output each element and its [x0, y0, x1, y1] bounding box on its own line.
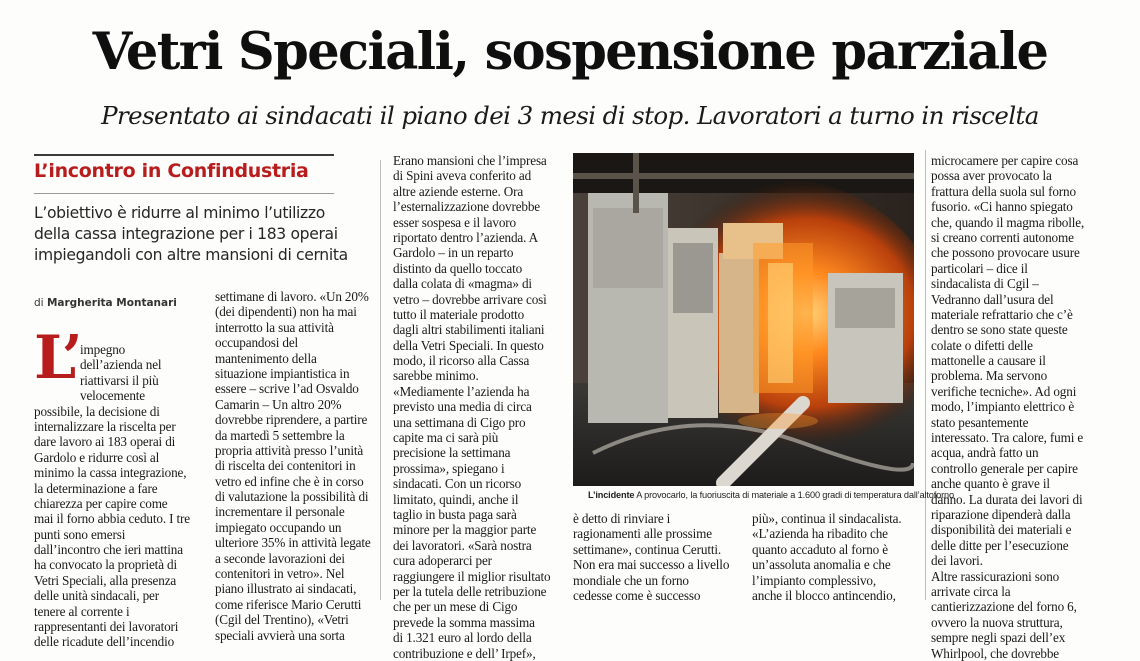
body-text-line: di riscelta dei contenitori in — [215, 458, 356, 474]
photo-caption — [588, 490, 954, 500]
body-text-line: l’impianto complessivo, — [752, 572, 877, 588]
body-text-line: controllo generale per capire — [931, 460, 1078, 476]
byline-prefix: di — [34, 297, 44, 309]
body-text-line: da martedì 5 settembre la — [215, 427, 345, 443]
body-column-6 — [931, 153, 1084, 661]
body-text-line: speciali avvierà una sorta — [215, 627, 345, 643]
body-text-line: dell’azienda nel — [80, 357, 162, 373]
caption-label: L’incidente — [588, 490, 635, 500]
body-text-line: ha convocato la proprietà di — [34, 557, 178, 573]
body-text-line: mantenimento della — [215, 350, 317, 366]
body-text-line: esser sospesa e il lavoro — [393, 214, 516, 230]
body-text-line: situazione impiantistica in — [215, 365, 350, 381]
column-separator — [380, 160, 381, 600]
body-text-line: settimane», continua Cerutti. — [573, 541, 722, 557]
body-column-3 — [393, 153, 550, 661]
body-text-line: quanto accaduto al forno è — [752, 541, 888, 557]
body-text-line: sarebbe minimo. — [393, 368, 479, 384]
body-text-line: delle unità sindacali, per — [34, 588, 159, 604]
body-text-line: è detto di rinviare i — [573, 511, 671, 526]
body-text-line: mondiale che un forno — [573, 572, 689, 588]
deck-line: della cassa integrazione per i 183 operai — [34, 225, 338, 243]
body-text-line: arrivate circa la — [931, 583, 1011, 599]
body-text-line: della Vetri Speciali. In questo — [393, 337, 544, 353]
body-text-line: la determinazione a fare — [34, 480, 158, 496]
body-text-line: fusorio. «Ci hanno spiegato — [931, 199, 1073, 215]
column-separator — [925, 150, 926, 600]
body-text-line: incrementare il personale — [215, 504, 345, 520]
body-text-line: che possono provocare usure — [931, 245, 1080, 261]
body-text-line: chiarezza per capire come — [34, 495, 168, 511]
body-text-line: disponibilità dei materiali e — [931, 522, 1072, 538]
deck-line: impiegandoli con altre mansioni di cernita — [34, 246, 348, 264]
body-text-line: interessato. Tra calore, fumi e — [931, 430, 1084, 446]
body-text-line: velocemente — [80, 388, 145, 404]
body-text-line: delle ditte per l’esecuzione — [931, 537, 1069, 553]
caption-text: A provocarlo, la fuoriuscita di materiale a 1.600 gradi di temperatura dall’altoforno — [636, 490, 954, 500]
body-text-line: di 1.321 euro al lordo della — [393, 630, 532, 646]
body-text-line: dall’incontro che ieri mattina — [34, 542, 183, 558]
body-text-line: che, quando il magma ribolle, — [931, 214, 1085, 230]
body-text-line: stato pesantemente — [931, 414, 1029, 430]
body-text-line: piano illustrato ai sindacati, — [215, 581, 357, 597]
body-text-line: impiegato occupando un — [215, 519, 342, 535]
body-text-line: anche il blocco antincendio, — [752, 587, 896, 603]
body-column-4 — [573, 511, 729, 603]
body-text-line: «Mediamente l’azienda ha — [393, 383, 530, 399]
kicker-top-rule — [34, 154, 334, 156]
body-text-line: acqua, andrà fatto un — [931, 445, 1039, 461]
body-text-line: frattura della suola sul forno — [931, 183, 1076, 199]
body-text-line: sindacati. Con un ricorso — [393, 476, 522, 492]
body-text-line: come riferisce Mario Cerutti — [215, 596, 362, 612]
body-text-line: cantierizzazione del forno 6, — [931, 599, 1077, 615]
body-text-line: di valutazione la possibilità di — [215, 489, 369, 505]
body-text-line: Vetri Speciali, alla presenza — [34, 572, 177, 588]
body-text-line: possibile, la decisione di — [34, 403, 160, 419]
body-text-line: limitato, quindi, anche il — [393, 491, 519, 507]
body-column-5 — [752, 511, 902, 603]
body-text-line: interrotto la sua attività — [215, 319, 334, 335]
body-text-line: impegno — [80, 342, 126, 357]
body-text-line: «L’azienda ha ribadito che — [752, 526, 888, 542]
body-text-line: sempre negli spazi dell’ex — [931, 630, 1066, 646]
body-text-line: mattonelle a causare il — [931, 353, 1046, 369]
body-text-line: dagli altri stabilimenti italiani — [393, 322, 545, 338]
body-text-line: Altre rassicurazioni sono — [931, 568, 1060, 584]
body-text-line: occupandosi del — [215, 335, 299, 351]
body-text-line: cura adoperarci per — [393, 553, 492, 569]
deck-line: L’obiettivo è ridurre al minimo l’utilizzo — [34, 204, 325, 222]
body-text-line: delle ricadute dell’incendio — [34, 634, 175, 650]
body-text-line: modo, il ricorso alla Cassa — [393, 353, 530, 369]
body-text-line: a seconde lavorazioni dei — [215, 550, 345, 566]
body-text-line: internalizzare la riscelta per — [34, 418, 176, 434]
byline-author: Margherita Montanari — [46, 297, 177, 309]
body-text-line: Gardolo e ridurre così al — [34, 449, 160, 465]
body-text-line: mai il forno abbia ceduto. I tre — [34, 511, 190, 527]
deck — [34, 203, 364, 266]
headline: Vetri Speciali, sospensione parziale — [92, 22, 1048, 82]
body-text-line: problema. Ma servono — [931, 368, 1048, 384]
body-text-line: distinto da quello toccato — [393, 260, 523, 276]
body-column-2 — [215, 289, 371, 643]
body-text-line: ulteriore 35% in attività legate — [215, 535, 371, 551]
body-text-line: dovrebbe riprendere, a partire — [215, 412, 368, 428]
body-text-line: minimo la cassa integrazione, — [34, 465, 187, 481]
body-text-line: precisione la settimana — [393, 445, 511, 461]
body-text-line: di Spini aveva conferito ad — [393, 168, 532, 184]
section-kicker: L’incontro in Confindustria — [34, 160, 309, 182]
body-text-line: vetro ed infine che è in corso — [215, 473, 364, 489]
body-text-line: dei lavoratori. «Sarà nostra — [393, 537, 532, 553]
body-text-line: rappresentanti dei lavoratori — [34, 619, 179, 635]
body-text-line: ragionamenti alle prossime — [573, 526, 712, 542]
dropcap: L’ — [34, 323, 83, 393]
body-text-line: si creano correnti autonome — [931, 229, 1074, 245]
body-text-line: danno. La durata dei lavori di — [931, 491, 1083, 507]
body-text-line: dei lavori. — [931, 553, 983, 569]
body-text-line: prossima», spiegano i — [393, 460, 505, 476]
body-text-line: settimane di lavoro. «Un 20% — [215, 289, 369, 304]
body-text-line: una settimana di Cigo pro — [393, 414, 526, 430]
body-text-line: Whirlpool, che dovrebbe — [931, 645, 1060, 661]
body-text-line: colate o difetti delle — [931, 337, 1033, 353]
body-text-line: riportato dentro l’azienda. A — [393, 229, 539, 245]
body-text-line: taglio in busta paga sarà — [393, 506, 517, 522]
body-text-line: anche quanto è grave il — [931, 476, 1050, 492]
body-text-line: Gardolo – in un reparto — [393, 245, 514, 261]
body-text-line: propria attività presso l’unità — [215, 442, 364, 458]
body-text-line: dentro se sono state queste — [931, 322, 1068, 338]
body-text-line: (Cgil del Trentino), «Vetri — [215, 612, 349, 628]
body-text-line: altre aziende esterne. Ora — [393, 183, 524, 199]
body-text-line: tenere al corrente i — [34, 603, 130, 619]
body-text-line: l’esternalizzazione dovrebbe — [393, 199, 541, 215]
body-column-1 — [34, 342, 190, 650]
body-text-line: che per un mese di Cigo — [393, 599, 518, 615]
body-text-line: vetro – dovrebbe arrivare così — [393, 291, 547, 307]
body-text-line: possa aver provocato la — [931, 168, 1052, 184]
body-text-line: essere – scrive l’ad Osvaldo — [215, 381, 359, 397]
body-text-line: capite ma ci sarà più — [393, 430, 499, 446]
kicker-bottom-rule — [34, 193, 334, 194]
body-text-line: sindacalista di Cgil – — [931, 276, 1039, 292]
body-text-line: ovvero la nuova struttura, — [931, 614, 1063, 630]
body-text-line: un’assoluta anomalia e che — [752, 557, 891, 573]
body-text-line: cedesse come è successo — [573, 587, 701, 603]
body-text-line: riparazione dipenderà dalla — [931, 506, 1071, 522]
body-text-line: punti sono emersi — [34, 526, 126, 542]
body-text-line: (dei dipendenti) non ha mai — [215, 304, 357, 320]
body-text-line: prevede la somma massima — [393, 614, 535, 630]
body-text-line: materiale refrattario che c’è — [931, 306, 1073, 322]
body-text-line: contribuzione e dell’ Irpef», — [393, 645, 536, 661]
body-text-line: raggiungere il miglior risultato — [393, 568, 551, 584]
body-text-line: contenitori in vetro». Nel — [215, 566, 345, 582]
body-text-line: particolari – dice il — [931, 260, 1028, 276]
body-text-line: riattivarsi il più — [80, 372, 159, 388]
incident-photo — [573, 153, 914, 486]
body-text-line: minore per la maggior parte — [393, 522, 537, 538]
body-text-line: tutto il materiale prodotto — [393, 306, 525, 322]
body-text-line: modo, l’impianto elettrico è — [931, 399, 1075, 415]
body-text-line: più», continua il sindacalista. — [752, 511, 902, 526]
body-text-line: Camarin – Un altro 20% — [215, 396, 342, 412]
body-text-line: microcamere per capire cosa — [931, 153, 1079, 168]
body-text-line: dalla colata di «magma» di — [393, 276, 532, 292]
byline — [34, 297, 177, 309]
body-text-line: previsto una media di circa — [393, 399, 532, 415]
body-text-line: Erano mansioni che l’impresa — [393, 153, 547, 168]
body-text-line: per la tutela delle retribuzione — [393, 583, 547, 599]
body-text-line: dare lavoro ai 183 operai di — [34, 434, 176, 450]
subheadline: Presentato ai sindacati il piano dei 3 mesi di stop. Lavoratori a turno in riscelta — [101, 101, 1039, 130]
body-text-line: Non era mai successo a livello — [573, 557, 730, 573]
body-text-line: verifiche tecniche». Ad ogni — [931, 383, 1077, 399]
body-text-line: Vedranno dall’usura del — [931, 291, 1054, 307]
